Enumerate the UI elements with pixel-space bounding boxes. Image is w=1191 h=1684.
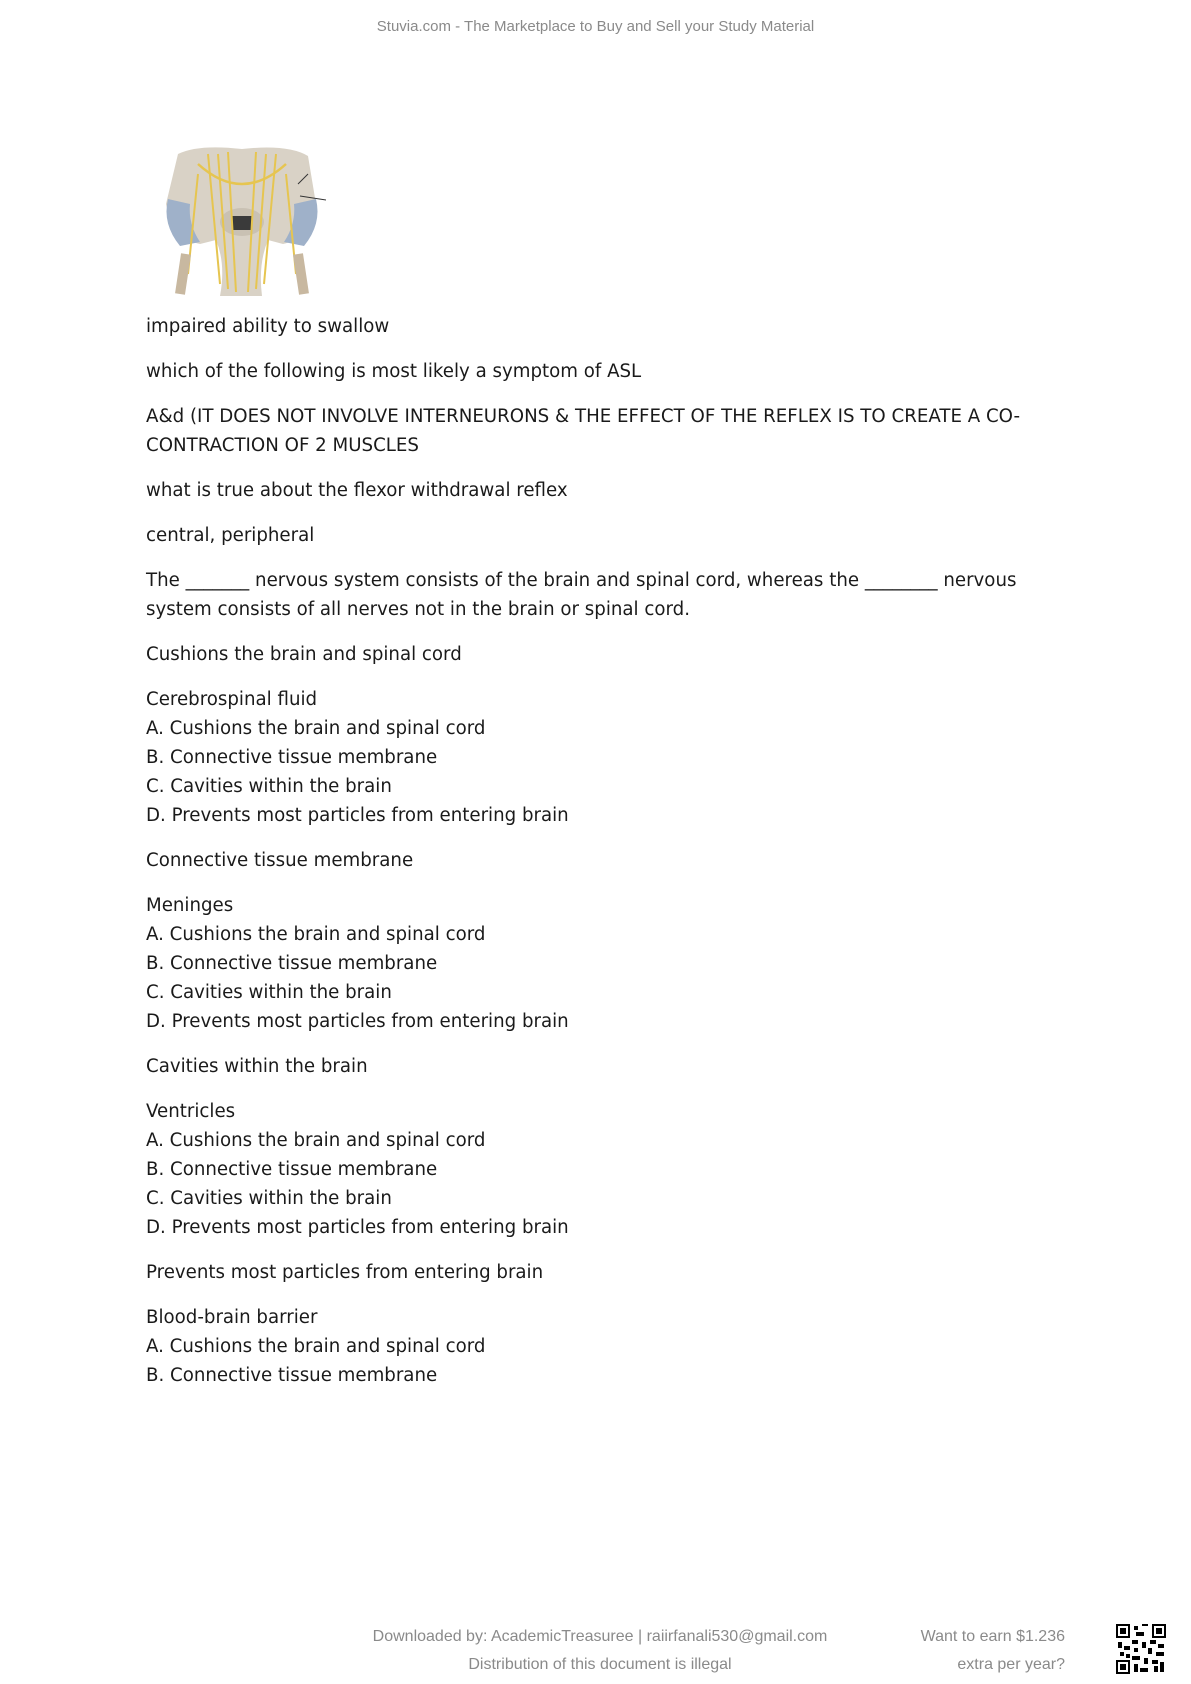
text-line: C. Cavities within the brain xyxy=(146,982,392,1003)
anatomy-illustration xyxy=(158,144,326,296)
text-line: C. Cavities within the brain xyxy=(146,776,392,797)
text-line: Cerebrospinal fluid xyxy=(146,689,318,710)
earn-promo[interactable] xyxy=(921,1623,1065,1679)
text-line: what is true about the flexor withdrawal reflex xyxy=(146,480,568,501)
paragraph xyxy=(146,476,1046,505)
paragraph xyxy=(146,685,1046,830)
text-line: Cavities within the brain xyxy=(146,1056,368,1077)
paragraph xyxy=(146,1303,1046,1390)
text-line: D. Prevents most particles from entering brain xyxy=(146,1011,569,1032)
text-line: Connective tissue membrane xyxy=(146,850,414,871)
text-line: B. Connective tissue membrane xyxy=(146,747,438,768)
text-line: Blood-brain barrier xyxy=(146,1307,318,1328)
paragraph xyxy=(146,357,1046,386)
text-line: A. Cushions the brain and spinal cord xyxy=(146,924,486,945)
text-line: B. Connective tissue membrane xyxy=(146,1159,438,1180)
text-line: CONTRACTION OF 2 MUSCLES xyxy=(146,435,419,456)
text-line: A. Cushions the brain and spinal cord xyxy=(146,1336,486,1357)
page-header: Stuvia.com - The Marketplace to Buy and Sell your Study Material xyxy=(376,18,815,35)
paragraph xyxy=(146,640,1046,669)
qr-code-icon[interactable] xyxy=(1116,1624,1166,1674)
text-line: C. Cavities within the brain xyxy=(146,1188,392,1209)
distribution-notice: Distribution of this document is illegal xyxy=(468,1656,732,1673)
text-line: Cushions the brain and spinal cord xyxy=(146,644,462,665)
text-line: central, peripheral xyxy=(146,525,315,546)
text-line: A. Cushions the brain and spinal cord xyxy=(146,1130,486,1151)
earn-line-2: extra per year? xyxy=(957,1656,1065,1673)
text-line: B. Connective tissue membrane xyxy=(146,1365,438,1386)
downloaded-by-text: Downloaded by: AcademicTreasuree | raiirfanali530@gmail.com xyxy=(372,1628,828,1645)
text-line: system consists of all nerves not in the brain or spinal cord. xyxy=(146,599,690,620)
text-line: D. Prevents most particles from entering brain xyxy=(146,1217,569,1238)
text-line: impaired ability to swallow xyxy=(146,316,390,337)
paragraph xyxy=(146,402,1046,460)
paragraph xyxy=(146,1097,1046,1242)
earn-line-1: Want to earn $1.236 xyxy=(920,1628,1065,1645)
text-line: The _______ nervous system consists of the brain and spinal cord, whereas the ________ nervous xyxy=(146,570,1017,591)
text-line: Meninges xyxy=(146,895,234,916)
text-line: which of the following is most likely a symptom of ASL xyxy=(146,361,642,382)
text-line: A&d (IT DOES NOT INVOLVE INTERNEURONS & THE EFFECT OF THE REFLEX IS TO CREATE A CO- xyxy=(146,406,1021,427)
text-line: D. Prevents most particles from entering brain xyxy=(146,805,569,826)
paragraph xyxy=(146,1258,1046,1287)
paragraph xyxy=(146,566,1046,624)
text-line: B. Connective tissue membrane xyxy=(146,953,438,974)
paragraph xyxy=(146,1052,1046,1081)
paragraph xyxy=(146,846,1046,875)
paragraph xyxy=(146,312,1046,341)
text-line: Prevents most particles from entering brain xyxy=(146,1262,544,1283)
text-line: A. Cushions the brain and spinal cord xyxy=(146,718,486,739)
paragraph xyxy=(146,521,1046,550)
footer-download-info xyxy=(340,1623,860,1679)
text-line: Ventricles xyxy=(146,1101,236,1122)
document-body xyxy=(146,312,1046,1406)
paragraph xyxy=(146,891,1046,1036)
